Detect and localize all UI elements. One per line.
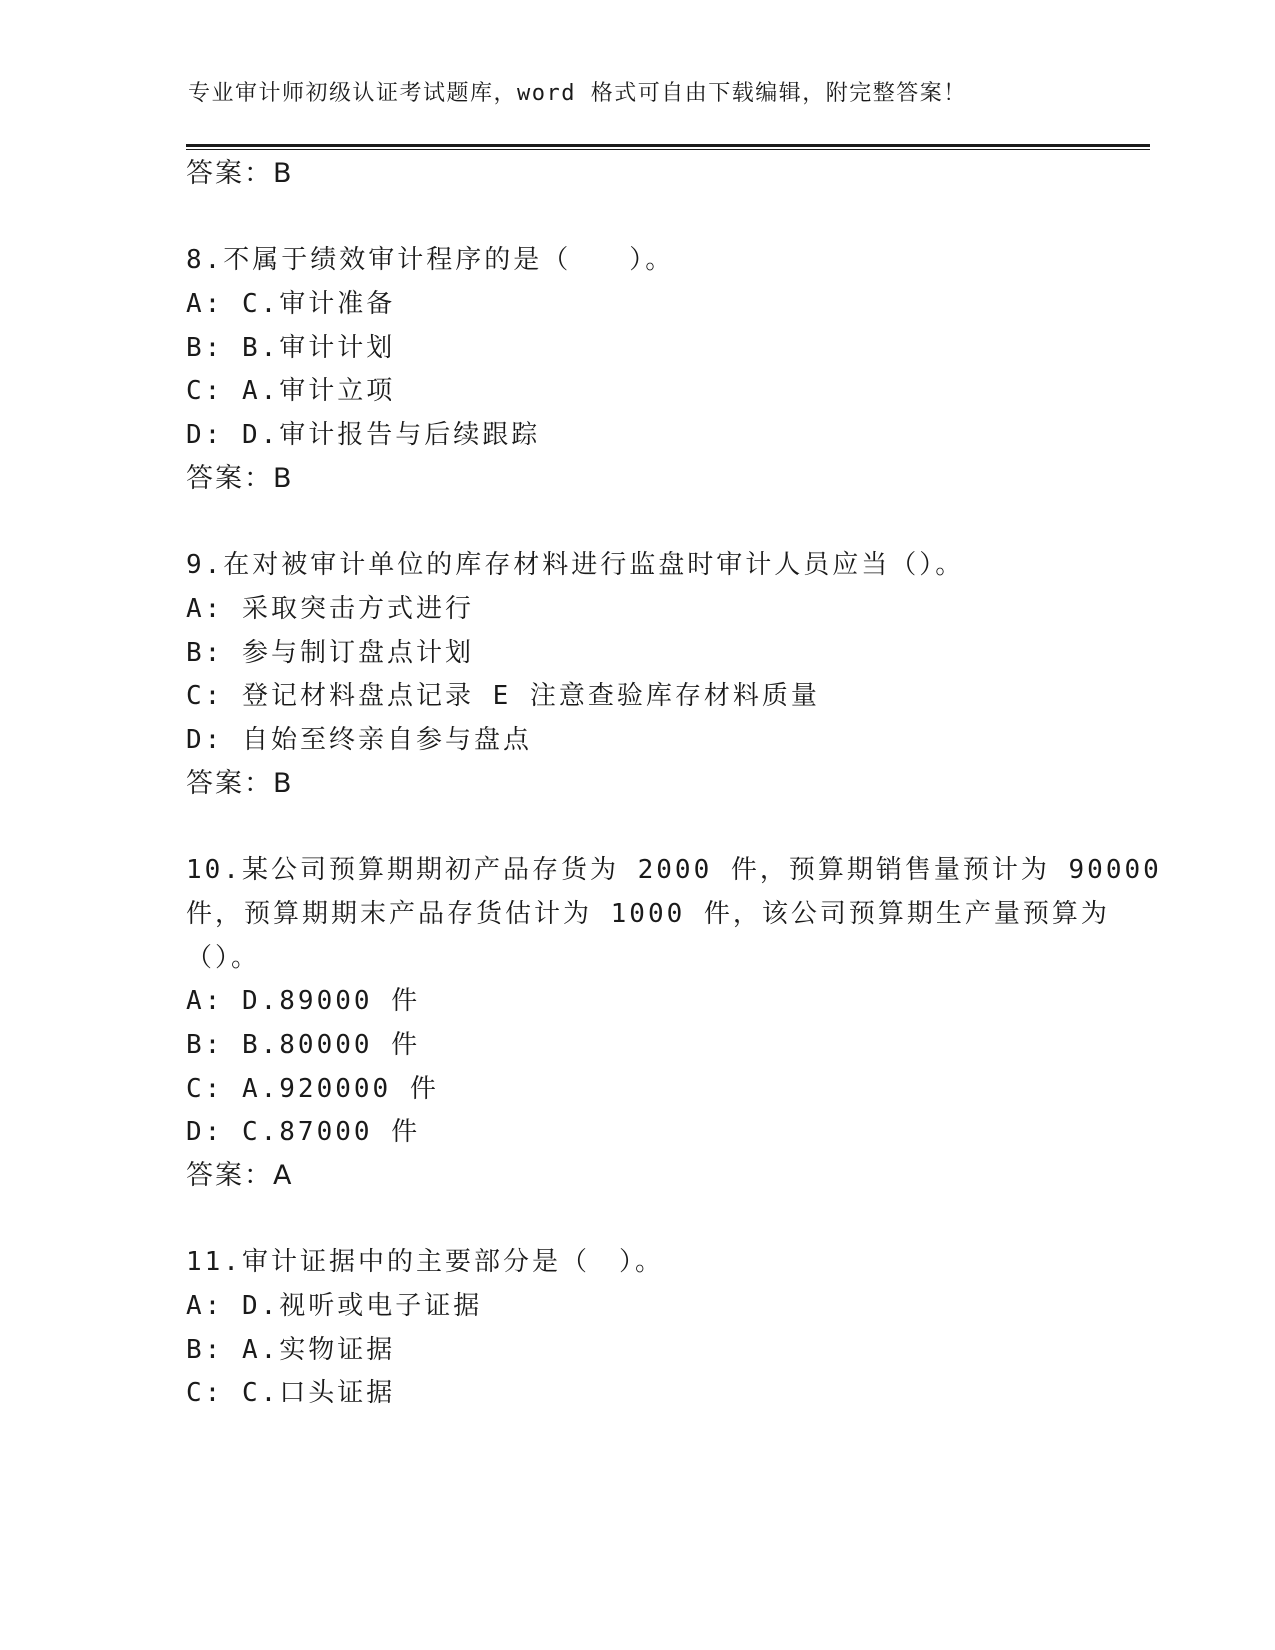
- q9-option-b: B: 参与制订盘点计划: [186, 638, 474, 668]
- q9-option-c: C: 登记材料盘点记录 E 注意查验库存材料质量: [186, 681, 820, 711]
- question-9: 9.在对被审计单位的库存材料进行监盘时审计人员应当（）。: [186, 550, 965, 580]
- question-10-line-2: 件，预算期期末产品存货估计为 1000 件，该公司预算期生产量预算为: [186, 899, 1110, 929]
- question-11: 11.审计证据中的主要部分是（ ）。: [186, 1247, 664, 1277]
- q9-option-a: A: 采取突击方式进行: [186, 594, 474, 624]
- q10-answer: 答案：A: [186, 1160, 294, 1191]
- header-rule-thin: [186, 149, 1150, 150]
- q10-option-b: B: B.80000 件: [186, 1030, 421, 1060]
- q10-option-a: A: D.89000 件: [186, 986, 421, 1016]
- previous-answer: 答案：B: [186, 158, 294, 189]
- question-10-line-3: （）。: [186, 943, 261, 973]
- q8-option-d: D: D.审计报告与后续跟踪: [186, 420, 541, 450]
- q11-option-c: C: C.口头证据: [186, 1378, 396, 1408]
- q8-option-b: B: B.审计计划: [186, 333, 396, 363]
- q8-answer: 答案：B: [186, 463, 294, 494]
- q11-option-b: B: A.实物证据: [186, 1335, 396, 1365]
- question-8: 8.不属于绩效审计程序的是（ ）。: [186, 245, 675, 275]
- q9-option-d: D: 自始至终亲自参与盘点: [186, 725, 532, 755]
- q8-option-a: A: C.审计准备: [186, 289, 396, 319]
- q8-option-c: C: A.审计立项: [186, 376, 396, 406]
- q11-option-a: A: D.视听或电子证据: [186, 1291, 483, 1321]
- q10-option-d: D: C.87000 件: [186, 1117, 421, 1147]
- question-10-line-1: 10.某公司预算期期初产品存货为 2000 件，预算期销售量预计为 90000: [186, 855, 1162, 885]
- q9-answer: 答案：B: [186, 768, 294, 799]
- q10-option-c: C: A.920000 件: [186, 1074, 439, 1104]
- page-header: 专业审计师初级认证考试题库，word 格式可自由下载编辑，附完整答案！: [188, 81, 967, 106]
- header-rule: [186, 144, 1150, 147]
